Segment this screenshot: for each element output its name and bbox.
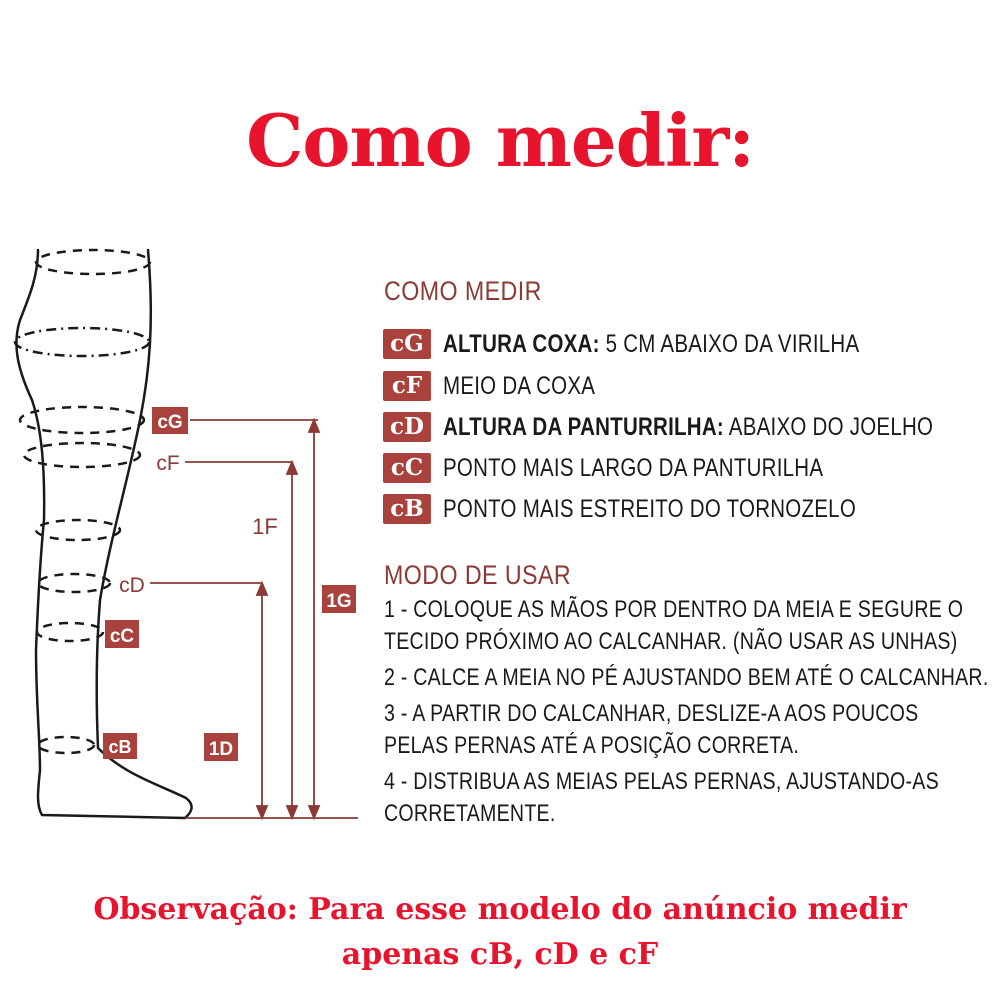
badge-cB: cB <box>383 494 431 524</box>
diagram-label-1G: 1G <box>326 591 352 612</box>
observation-note-line1: Observação: Para esse modelo do anúncio medir <box>93 892 907 927</box>
diagram-label-cG: cG <box>157 412 183 433</box>
leg-diagram <box>0 0 380 840</box>
measure-cD-bold: ALTURA DA PANTURRILHA: <box>443 412 724 441</box>
measure-cB-text: PONTO MAIS ESTREITO DO TORNOZELO <box>443 494 857 523</box>
usage-line: 1 - COLOQUE AS MÃOS POR DENTRO DA MEIA E SEGURE O <box>384 596 964 623</box>
measure-cF-text: MEIO DA COXA <box>443 371 596 400</box>
observation-note-line2: apenas cB, cD e cF <box>341 937 659 972</box>
usage-line: 3 - A PARTIR DO CALCANHAR, DESLIZE-A AOS POUCOS <box>384 700 919 727</box>
diagram-label-1D: 1D <box>208 739 234 760</box>
contour-cC <box>37 623 103 641</box>
leg-outline-back <box>16 250 191 818</box>
contour-cB <box>38 737 94 753</box>
measure-cC-text: PONTO MAIS LARGO DA PANTURILHA <box>443 453 824 482</box>
usage-line: PELAS PERNAS ATÉ A POSIÇÃO CORRETA. <box>384 732 800 759</box>
diagram-label-cC: cC <box>109 626 135 647</box>
usage-line: 2 - CALCE A MEIA NO PÉ AJUSTANDO BEM ATÉ O CALCANHAR. <box>384 664 989 691</box>
diagram-label-cB: cB <box>108 737 132 757</box>
usage-line: CORRETAMENTE. <box>384 800 556 827</box>
contour-top <box>36 250 150 274</box>
usage-line: TECIDO PRÓXIMO AO CALCANHAR. (NÃO USAR AS UNHAS) <box>384 628 958 655</box>
page-title: Como medir: <box>246 98 754 183</box>
badge-cD: cD <box>383 412 431 442</box>
usage-line: 4 - DISTRIBUA AS MEIAS PELAS PERNAS, AJUSTANDO-AS <box>384 768 939 795</box>
contour-hip <box>15 328 149 356</box>
usage-heading: MODO DE USAR <box>384 560 572 590</box>
badge-cF: cF <box>383 371 431 401</box>
diagram-label-cF: cF <box>156 452 180 475</box>
measure-cD-text: ABAIXO DO JOELHO <box>723 412 934 441</box>
measure-row-cG <box>383 329 951 359</box>
measure-row-cF <box>383 371 629 401</box>
measure-row-cC <box>383 453 907 483</box>
contour-knee <box>36 520 120 540</box>
contour-cD <box>38 574 110 592</box>
badge-cG: cG <box>383 329 431 359</box>
measure-heading: COMO MEDIR <box>384 276 542 306</box>
badge-cC: cC <box>383 453 431 483</box>
measure-row-cD <box>383 412 1000 442</box>
measure-cG-text: 5 CM ABAIXO DA VIRILHA <box>599 329 860 358</box>
measure-cG-bold: ALTURA COXA: <box>443 329 600 358</box>
measure-row-cB <box>383 494 947 524</box>
diagram-label-cD: cD <box>119 574 145 597</box>
diagram-label-1F: 1F <box>252 514 278 539</box>
